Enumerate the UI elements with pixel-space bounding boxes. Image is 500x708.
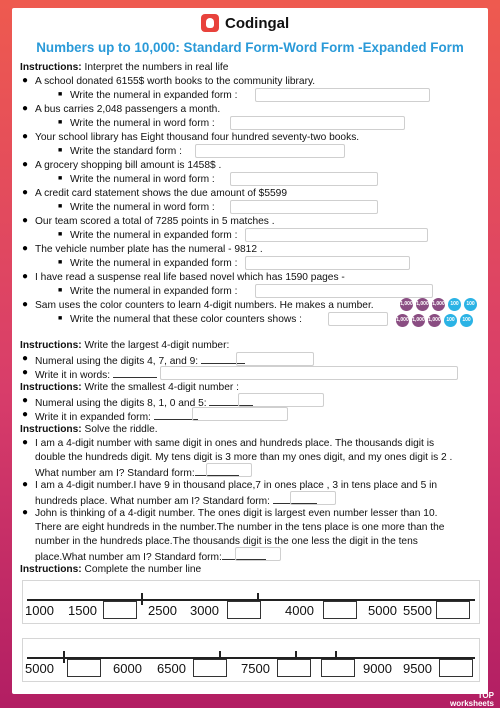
number-label: 9500	[403, 661, 432, 676]
number-label: 4000	[285, 603, 314, 618]
answer-field[interactable]	[238, 393, 324, 407]
task-text: Write the standard form :	[70, 146, 182, 157]
bullet-icon: ●	[22, 437, 29, 448]
number-line-answer-box[interactable]	[321, 659, 355, 677]
bullet-icon: ●	[22, 159, 29, 170]
thousand-counter: 1,000	[416, 298, 429, 311]
answer-field[interactable]	[255, 284, 433, 298]
number-line-answer-box[interactable]	[277, 659, 311, 677]
riddle-1-line: double the hundreds digit. My tens digit is 3 more than my ones digit, and my ones digit is 2 .	[35, 452, 453, 463]
bullet-icon: ●	[22, 299, 29, 310]
riddle-1-line: What number am I? Standard form:	[35, 466, 239, 479]
instruction-5: Instructions: Complete the number line	[20, 564, 202, 575]
hundred-counter: 100	[448, 298, 461, 311]
bullet-icon: ●	[22, 479, 29, 490]
bullet-icon: ●	[22, 353, 29, 364]
smallest-q2: Write it in expanded form:	[35, 410, 198, 423]
brand-name: Codingal	[225, 14, 290, 32]
thousand-counter: 1,000	[400, 298, 413, 311]
number-label: 1500	[68, 603, 97, 618]
bullet-icon: ●	[22, 75, 29, 86]
largest-q1: Numeral using the digits 4, 7, and 9:	[35, 354, 245, 367]
bullet-icon: ●	[22, 243, 29, 254]
number-label: 6000	[113, 661, 142, 676]
answer-field[interactable]	[245, 228, 428, 242]
instruction-3: Instructions: Write the smallest 4-digit number :	[20, 382, 239, 393]
number-line-answer-box[interactable]	[227, 601, 261, 619]
number-label: 9000	[363, 661, 392, 676]
question-text: A credit card statement shows the due amount of $5599	[35, 188, 288, 199]
instruction-1: Instructions: Interpret the numbers in real life	[20, 62, 229, 73]
bullet-icon: ●	[22, 271, 29, 282]
instruction-2: Instructions: Write the largest 4-digit number:	[20, 340, 230, 351]
bullet-icon: ●	[22, 395, 29, 406]
riddle-3-line: John is thinking of a 4-digit number. The ones digit is largest even number lesser than 10.	[35, 508, 438, 519]
answer-field[interactable]	[230, 200, 378, 214]
bullet-square-icon: ■	[58, 175, 63, 182]
bullet-square-icon: ■	[58, 203, 63, 210]
number-label: 5000	[368, 603, 397, 618]
task-text: Write the numeral in expanded form :	[70, 286, 238, 297]
number-line-answer-box[interactable]	[436, 601, 470, 619]
number-label: 1000	[25, 603, 54, 618]
answer-field[interactable]	[192, 407, 288, 421]
number-label: 2500	[148, 603, 177, 618]
thousand-counter: 1,000	[396, 314, 409, 327]
answer-field[interactable]	[255, 88, 430, 102]
number-label: 3000	[190, 603, 219, 618]
bullet-icon: ●	[22, 367, 29, 378]
bullet-square-icon: ■	[58, 259, 63, 266]
bullet-square-icon: ■	[58, 119, 63, 126]
riddle-3-line: place.What number am I? Standard form:	[35, 550, 266, 563]
number-line-answer-box[interactable]	[193, 659, 227, 677]
bullet-square-icon: ■	[58, 315, 63, 322]
task-text: Write the numeral in expanded form :	[70, 230, 238, 241]
bullet-square-icon: ■	[58, 91, 63, 98]
answer-field[interactable]	[160, 366, 458, 380]
hundred-counter: 100	[464, 298, 477, 311]
bullet-icon: ●	[22, 507, 29, 518]
bullet-icon: ●	[22, 409, 29, 420]
codingal-logo	[201, 14, 289, 32]
task-text: Write the numeral in word form :	[70, 118, 215, 129]
answer-field[interactable]	[290, 491, 336, 505]
thousand-counter: 1,000	[432, 298, 445, 311]
number-line-answer-box[interactable]	[67, 659, 101, 677]
thousand-counter: 1,000	[412, 314, 425, 327]
riddle-3-line: There are eight hundreds in the number.The number in the tens place is one more than the	[35, 522, 445, 533]
number-label: 5500	[403, 603, 432, 618]
number-line-1	[22, 580, 480, 624]
task-text: Write the numeral that these color counters shows :	[70, 314, 302, 325]
riddle-3-line: number in the hundreds place.The thousands digit is the one less the digit in the tens	[35, 536, 418, 547]
worksheet-title: Numbers up to 10,000: Standard Form-Word Form -Expanded Form	[36, 40, 464, 55]
question-text: I have read a suspense real life based novel which has 1590 pages -	[35, 272, 345, 283]
answer-field[interactable]	[206, 463, 252, 477]
number-label: 7500	[241, 661, 270, 676]
answer-field[interactable]	[230, 116, 405, 130]
riddle-2-line: I am a 4-digit number.I have 9 in thousand place,7 in ones place , 3 in tens place and 5 in	[35, 480, 438, 491]
question-text: A grocery shopping bill amount is 1458$ .	[35, 160, 222, 171]
question-text: Sam uses the color counters to learn 4-digit numbers. He makes a number.	[35, 300, 374, 311]
question-text: A school donated 6155$ worth books to the community library.	[35, 76, 316, 87]
answer-field[interactable]	[195, 144, 345, 158]
number-line-2	[22, 638, 480, 682]
number-line-answer-box[interactable]	[103, 601, 137, 619]
number-label: 6500	[157, 661, 186, 676]
bullet-square-icon: ■	[58, 287, 63, 294]
bullet-icon: ●	[22, 215, 29, 226]
number-line-tick	[141, 593, 143, 605]
codingal-logo-icon	[201, 14, 219, 32]
answer-field[interactable]	[328, 312, 388, 326]
answer-field[interactable]	[245, 256, 410, 270]
bullet-icon: ●	[22, 103, 29, 114]
number-line-tick	[63, 651, 65, 663]
number-label: 5000	[25, 661, 54, 676]
answer-field[interactable]	[236, 352, 314, 366]
number-line-answer-box[interactable]	[439, 659, 473, 677]
topworksheets-logo: TOP worksheets	[449, 691, 494, 708]
bullet-square-icon: ■	[58, 147, 63, 154]
question-text: A bus carries 2,048 passengers a month.	[35, 104, 221, 115]
number-line-answer-box[interactable]	[323, 601, 357, 619]
instruction-4: Instructions: Solve the riddle.	[20, 424, 158, 435]
question-text: The vehicle number plate has the numeral - 9812 .	[35, 244, 263, 255]
largest-q2: Write it in words:	[35, 368, 157, 381]
bullet-icon: ●	[22, 131, 29, 142]
task-text: Write the numeral in word form :	[70, 202, 215, 213]
smallest-q1: Numeral using the digits 8, 1, 0 and 5:	[35, 396, 253, 409]
answer-field[interactable]	[235, 547, 281, 561]
bullet-square-icon: ■	[58, 231, 63, 238]
task-text: Write the numeral in expanded form :	[70, 258, 238, 269]
hundred-counter: 100	[444, 314, 457, 327]
riddle-1-line: I am a 4-digit number with same digit in ones and hundreds place. The thousands digit is	[35, 438, 435, 449]
answer-field[interactable]	[230, 172, 378, 186]
hundred-counter: 100	[460, 314, 473, 327]
riddle-2-line: hundreds place. What number am I? Standard form:	[35, 494, 317, 507]
bullet-icon: ●	[22, 187, 29, 198]
question-text: Our team scored a total of 7285 points in 5 matches .	[35, 216, 275, 227]
task-text: Write the numeral in word form :	[70, 174, 215, 185]
question-text: Your school library has Eight thousand four hundred seventy-two books.	[35, 132, 360, 143]
thousand-counter: 1,000	[428, 314, 441, 327]
task-text: Write the numeral in expanded form :	[70, 90, 238, 101]
